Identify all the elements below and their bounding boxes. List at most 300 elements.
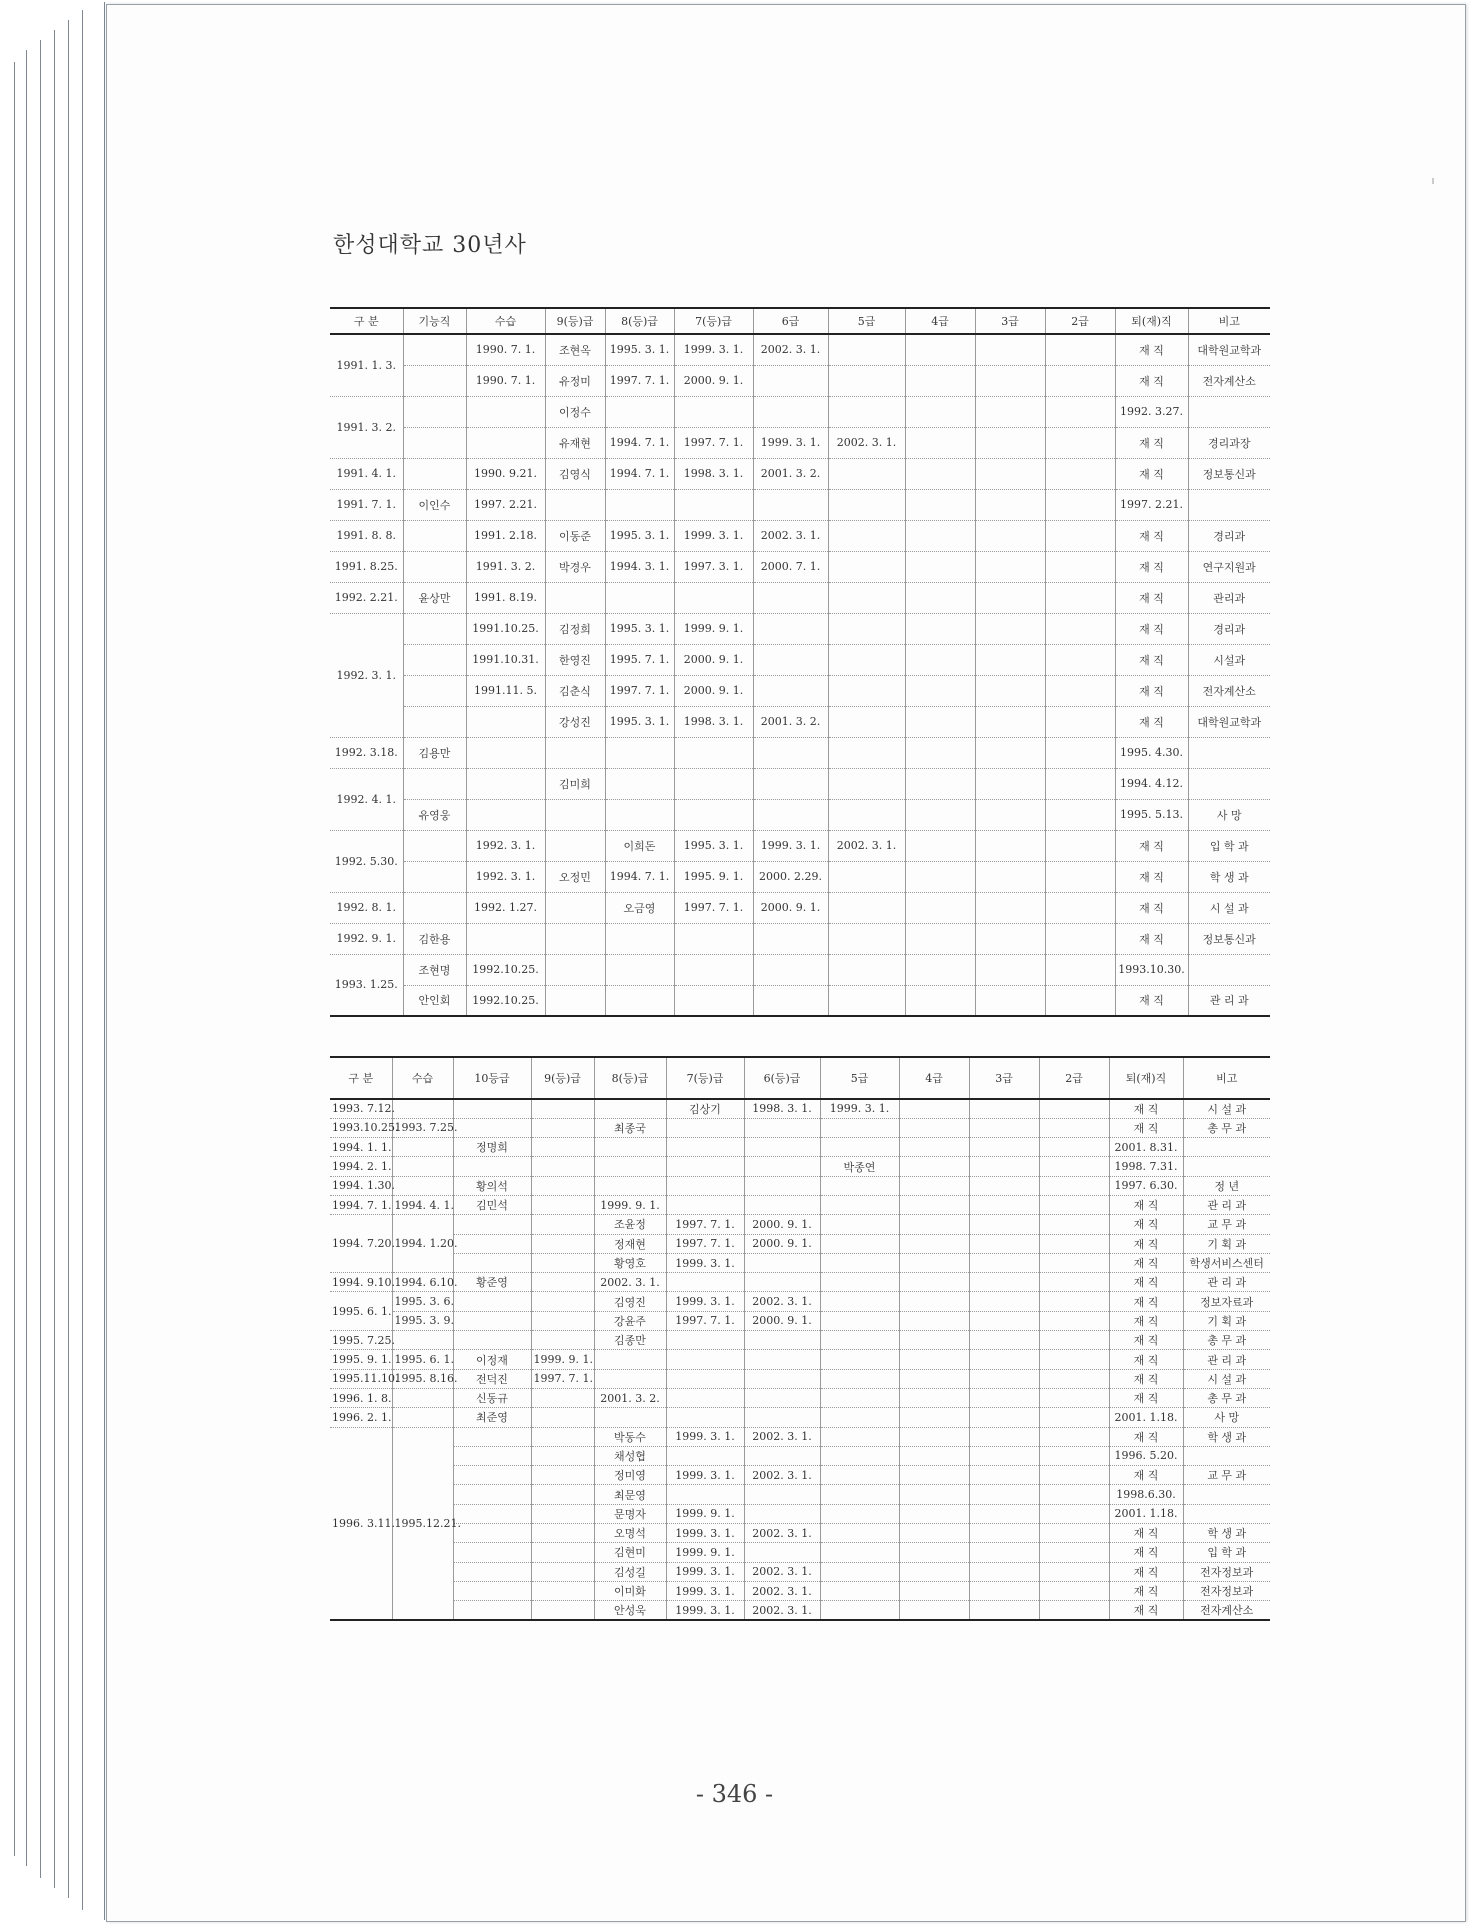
- table-cell: 1995. 6. 1.: [330, 1292, 392, 1331]
- table-cell: 최종국: [594, 1118, 666, 1137]
- table-cell: 재 직: [1109, 1601, 1183, 1620]
- column-header: 9(등)급: [545, 308, 605, 334]
- table-cell: [899, 1157, 969, 1176]
- page-edge-stack: [0, 0, 110, 1926]
- table-cell: 김종만: [594, 1331, 666, 1350]
- table-cell: [820, 1311, 899, 1330]
- table-cell: [1039, 1562, 1109, 1581]
- table-cell: [453, 1292, 531, 1311]
- table-cell: [828, 334, 905, 365]
- table-cell: 2002. 3. 1.: [744, 1427, 820, 1446]
- table-cell: [453, 1253, 531, 1272]
- table-cell: 1996. 5.20.: [1109, 1446, 1183, 1465]
- table-cell: 안인회: [403, 985, 466, 1016]
- table-cell: [453, 1427, 531, 1446]
- table-cell: 1999. 3. 1.: [666, 1253, 744, 1272]
- table-cell: [605, 954, 674, 985]
- table-cell: [969, 1099, 1039, 1118]
- column-header: 구 분: [330, 308, 403, 334]
- table-cell: [744, 1388, 820, 1407]
- table-cell: 1993.10.25.: [330, 1118, 392, 1137]
- table-cell: 2001. 1.18.: [1109, 1408, 1183, 1427]
- table-cell: [674, 737, 753, 768]
- table-cell: 기 획 과: [1183, 1311, 1270, 1330]
- staff-table-general: [330, 1056, 1270, 1621]
- table-cell: [545, 892, 605, 923]
- table-cell: [899, 1524, 969, 1543]
- table-cell: 1999. 3. 1.: [753, 427, 828, 458]
- table-cell: [1188, 737, 1270, 768]
- table-cell: 윤상만: [403, 582, 466, 613]
- table-cell: [820, 1581, 899, 1600]
- table-cell: [1183, 1504, 1270, 1523]
- table-cell: 황영호: [594, 1253, 666, 1272]
- table-cell: [744, 1176, 820, 1195]
- table-row: [330, 1118, 1270, 1137]
- table-cell: [1045, 396, 1115, 427]
- column-header: 4급: [899, 1057, 969, 1099]
- table-cell: [975, 799, 1045, 830]
- table-cell: [820, 1446, 899, 1465]
- table-cell: [605, 737, 674, 768]
- table-cell: [1188, 954, 1270, 985]
- table-cell: 1994. 1.20.: [392, 1215, 453, 1273]
- table-cell: [1045, 892, 1115, 923]
- table-cell: 1994. 7. 1.: [605, 458, 674, 489]
- table-cell: 재 직: [1115, 861, 1188, 892]
- table-cell: [1039, 1311, 1109, 1330]
- table-cell: 재 직: [1109, 1253, 1183, 1272]
- table-cell: 1990. 7. 1.: [466, 365, 545, 396]
- table-cell: 시 설 과: [1183, 1099, 1270, 1118]
- table-cell: [753, 675, 828, 706]
- page-edge: [82, 2, 105, 1920]
- table-cell: 재 직: [1115, 334, 1188, 365]
- table-cell: [899, 1581, 969, 1600]
- table-cell: [531, 1273, 594, 1292]
- table-cell: [744, 1369, 820, 1388]
- table-cell: 재 직: [1109, 1369, 1183, 1388]
- table-cell: [905, 830, 975, 861]
- table-cell: [828, 954, 905, 985]
- table-cell: 1995. 7. 1.: [605, 644, 674, 675]
- table-cell: 재 직: [1109, 1350, 1183, 1369]
- table-row: [330, 799, 1270, 830]
- table-cell: 안성욱: [594, 1601, 666, 1620]
- table-cell: [531, 1331, 594, 1350]
- table-cell: [453, 1601, 531, 1620]
- table-cell: [828, 675, 905, 706]
- table-cell: 정미영: [594, 1466, 666, 1485]
- table-cell: [975, 520, 1045, 551]
- table-cell: [905, 892, 975, 923]
- table-cell: [828, 582, 905, 613]
- table-cell: [975, 954, 1045, 985]
- table-cell: [674, 985, 753, 1016]
- table-cell: 관 리 과: [1183, 1273, 1270, 1292]
- table-cell: 김현미: [594, 1543, 666, 1562]
- table-cell: [531, 1234, 594, 1253]
- table-cell: 1991. 8.25.: [330, 551, 403, 582]
- table-cell: [820, 1485, 899, 1504]
- table-cell: [820, 1118, 899, 1137]
- table-cell: [674, 396, 753, 427]
- table-cell: 2002. 3. 1.: [744, 1601, 820, 1620]
- table-cell: [605, 923, 674, 954]
- table-cell: [820, 1292, 899, 1311]
- table-cell: 1991. 3. 2.: [330, 396, 403, 458]
- table-cell: [531, 1543, 594, 1562]
- table-cell: [1188, 396, 1270, 427]
- table-cell: [753, 923, 828, 954]
- table-cell: 재 직: [1115, 458, 1188, 489]
- table-cell: [828, 768, 905, 799]
- table-row: [330, 1099, 1270, 1118]
- table-cell: [545, 830, 605, 861]
- table-cell: [975, 582, 1045, 613]
- table-cell: 1993.10.30.: [1115, 954, 1188, 985]
- table-cell: 1993. 7.12.: [330, 1099, 392, 1118]
- table-cell: [969, 1601, 1039, 1620]
- table-cell: [392, 1331, 453, 1350]
- table-row: [330, 551, 1270, 582]
- table-cell: 정명희: [453, 1138, 531, 1157]
- table-cell: 1999. 3. 1.: [674, 334, 753, 365]
- table-cell: [1039, 1543, 1109, 1562]
- table-cell: [1183, 1485, 1270, 1504]
- table-cell: 1994. 1. 1.: [330, 1138, 392, 1157]
- table-cell: [969, 1427, 1039, 1446]
- table-cell: 2002. 3. 1.: [744, 1466, 820, 1485]
- table-cell: 1991. 8.19.: [466, 582, 545, 613]
- table-cell: 2002. 3. 1.: [744, 1292, 820, 1311]
- table-cell: [969, 1543, 1039, 1562]
- table-cell: [820, 1253, 899, 1272]
- table-cell: [466, 768, 545, 799]
- table-row: [330, 1581, 1270, 1600]
- column-header: 10등급: [453, 1057, 531, 1099]
- table-cell: [531, 1118, 594, 1137]
- table-cell: 조윤정: [594, 1215, 666, 1234]
- table-cell: [975, 675, 1045, 706]
- table-cell: 1998. 3. 1.: [674, 458, 753, 489]
- table-cell: 재 직: [1109, 1118, 1183, 1137]
- table-cell: [899, 1253, 969, 1272]
- table-cell: 유재현: [545, 427, 605, 458]
- table-row: [330, 1273, 1270, 1292]
- table-cell: [905, 954, 975, 985]
- table-cell: 문명자: [594, 1504, 666, 1523]
- table-cell: [969, 1466, 1039, 1485]
- table-cell: [905, 675, 975, 706]
- table-cell: [666, 1118, 744, 1137]
- table-row: [330, 861, 1270, 892]
- staff-table-functional: [330, 307, 1270, 1017]
- table-cell: [828, 706, 905, 737]
- table-cell: [905, 861, 975, 892]
- table-cell: [403, 334, 466, 365]
- table-cell: [466, 706, 545, 737]
- table-row: [330, 768, 1270, 799]
- table-cell: [1039, 1408, 1109, 1427]
- table-cell: 1998.6.30.: [1109, 1485, 1183, 1504]
- table-cell: 재 직: [1115, 892, 1188, 923]
- table-cell: [969, 1446, 1039, 1465]
- table-cell: [531, 1292, 594, 1311]
- table-cell: [594, 1099, 666, 1118]
- table-row: [330, 1138, 1270, 1157]
- table-cell: 전자계산소: [1188, 365, 1270, 396]
- table-cell: 이인수: [403, 489, 466, 520]
- table-cell: 전자정보과: [1183, 1581, 1270, 1600]
- table-cell: [744, 1485, 820, 1504]
- table-cell: [1039, 1466, 1109, 1485]
- table-cell: [969, 1215, 1039, 1234]
- table-cell: [666, 1388, 744, 1407]
- table-cell: 1994. 4.12.: [1115, 768, 1188, 799]
- table-row: [330, 1350, 1270, 1369]
- table-cell: [975, 985, 1045, 1016]
- table-cell: 1997. 2.21.: [1115, 489, 1188, 520]
- table-cell: 1990. 9.21.: [466, 458, 545, 489]
- table-cell: 재 직: [1115, 985, 1188, 1016]
- table-row: [330, 1369, 1270, 1388]
- table-cell: 정 년: [1183, 1176, 1270, 1195]
- table-cell: [594, 1408, 666, 1427]
- running-header: 한성대학교 30년사: [333, 233, 527, 258]
- table-row: [330, 830, 1270, 861]
- table-cell: [453, 1331, 531, 1350]
- table-cell: 입 학 과: [1188, 830, 1270, 861]
- table-cell: [899, 1408, 969, 1427]
- column-header: 4급: [905, 308, 975, 334]
- table-cell: [1045, 985, 1115, 1016]
- table-cell: [531, 1408, 594, 1427]
- table-row: [330, 1234, 1270, 1253]
- table-cell: [975, 613, 1045, 644]
- table-cell: [744, 1504, 820, 1523]
- table-cell: [403, 396, 466, 427]
- table-cell: [975, 830, 1045, 861]
- table-cell: 1992. 8. 1.: [330, 892, 403, 923]
- table-cell: 1999. 3. 1.: [820, 1099, 899, 1118]
- table-cell: [453, 1466, 531, 1485]
- table-cell: 재 직: [1109, 1388, 1183, 1407]
- table-cell: [605, 582, 674, 613]
- table-cell: 1999. 3. 1.: [666, 1427, 744, 1446]
- table-cell: 1992.10.25.: [466, 985, 545, 1016]
- table-cell: 1996. 2. 1.: [330, 1408, 392, 1427]
- table-cell: [1039, 1446, 1109, 1465]
- table-cell: 재 직: [1109, 1195, 1183, 1214]
- table-cell: 재 직: [1109, 1273, 1183, 1292]
- table-cell: [1039, 1138, 1109, 1157]
- table-cell: 1994. 2. 1.: [330, 1157, 392, 1176]
- table-cell: 전자계산소: [1188, 675, 1270, 706]
- table-cell: [828, 520, 905, 551]
- table-cell: 2000. 9. 1.: [674, 644, 753, 675]
- table-cell: 1995. 3. 1.: [605, 706, 674, 737]
- table-cell: [905, 644, 975, 675]
- table-cell: [744, 1157, 820, 1176]
- table-cell: [1039, 1234, 1109, 1253]
- table-cell: [969, 1311, 1039, 1330]
- page-edge: [40, 30, 55, 1888]
- table-cell: 1991. 7. 1.: [330, 489, 403, 520]
- table-row: [330, 954, 1270, 985]
- table-cell: [453, 1524, 531, 1543]
- table-cell: [545, 582, 605, 613]
- table-cell: [1039, 1099, 1109, 1118]
- table-cell: [531, 1195, 594, 1214]
- table-cell: 관 리 과: [1188, 985, 1270, 1016]
- table-cell: 1994. 4. 1.: [392, 1195, 453, 1214]
- table-cell: [605, 396, 674, 427]
- table-cell: 2002. 3. 1.: [828, 427, 905, 458]
- table-cell: 1991. 8. 8.: [330, 520, 403, 551]
- table-cell: [531, 1099, 594, 1118]
- table-row: [330, 675, 1270, 706]
- table-cell: [403, 365, 466, 396]
- column-header: 8(등)급: [605, 308, 674, 334]
- table-cell: [820, 1215, 899, 1234]
- table-cell: [1045, 334, 1115, 365]
- table-cell: 2001. 3. 2.: [753, 706, 828, 737]
- table-cell: [403, 644, 466, 675]
- table-cell: [753, 613, 828, 644]
- table-cell: 1992. 5.30.: [330, 830, 403, 892]
- table-cell: [466, 799, 545, 830]
- table-cell: [1045, 768, 1115, 799]
- table-cell: 2002. 3. 1.: [594, 1273, 666, 1292]
- table-cell: [531, 1176, 594, 1195]
- table-row: [330, 1331, 1270, 1350]
- table-cell: [403, 458, 466, 489]
- table-cell: [899, 1543, 969, 1562]
- table-cell: 정보통신과: [1188, 923, 1270, 954]
- table-cell: 전자정보과: [1183, 1562, 1270, 1581]
- table-cell: 2000. 9. 1.: [674, 675, 753, 706]
- table-cell: [975, 737, 1045, 768]
- table-cell: 1993. 7.25.: [392, 1118, 453, 1137]
- table-header-row: [330, 1057, 1270, 1099]
- column-header: 구 분: [330, 1057, 392, 1099]
- table-cell: 학생서비스센터: [1183, 1253, 1270, 1272]
- table-cell: [969, 1176, 1039, 1195]
- table-cell: [1188, 768, 1270, 799]
- table-cell: [531, 1581, 594, 1600]
- table-cell: [969, 1331, 1039, 1350]
- table-cell: [605, 768, 674, 799]
- column-header: 2급: [1045, 308, 1115, 334]
- table-cell: [531, 1524, 594, 1543]
- table-cell: 재 직: [1115, 675, 1188, 706]
- table-cell: 1991. 3. 2.: [466, 551, 545, 582]
- table-cell: [466, 923, 545, 954]
- table-cell: [1039, 1388, 1109, 1407]
- table-row: [330, 892, 1270, 923]
- table-row: [330, 1485, 1270, 1504]
- table-cell: 이동준: [545, 520, 605, 551]
- table-cell: 재 직: [1109, 1215, 1183, 1234]
- table-cell: [1039, 1485, 1109, 1504]
- table-cell: 1992. 2.21.: [330, 582, 403, 613]
- table-cell: [1045, 644, 1115, 675]
- column-header: 퇴(재)직: [1109, 1057, 1183, 1099]
- table-cell: 1999. 3. 1.: [666, 1466, 744, 1485]
- table-cell: [753, 396, 828, 427]
- table-cell: [403, 551, 466, 582]
- table-cell: [969, 1388, 1039, 1407]
- table-cell: [899, 1215, 969, 1234]
- table-cell: [899, 1485, 969, 1504]
- table-cell: 시 설 과: [1188, 892, 1270, 923]
- table-cell: 1999. 9. 1.: [666, 1543, 744, 1562]
- table-cell: 2000. 9. 1.: [753, 892, 828, 923]
- table-cell: [969, 1408, 1039, 1427]
- column-header: 8(등)급: [594, 1057, 666, 1099]
- table-cell: 재 직: [1115, 520, 1188, 551]
- table-cell: 1999. 3. 1.: [753, 830, 828, 861]
- table-cell: [1188, 489, 1270, 520]
- table-cell: [969, 1524, 1039, 1543]
- table-cell: 재 직: [1109, 1466, 1183, 1485]
- table-cell: [905, 582, 975, 613]
- table-cell: [1045, 520, 1115, 551]
- table-cell: [905, 737, 975, 768]
- table-cell: 1994. 9.10.: [330, 1273, 392, 1292]
- table-cell: 1996. 3.11.: [330, 1427, 392, 1620]
- table-cell: 사 망: [1188, 799, 1270, 830]
- table-cell: [531, 1427, 594, 1446]
- table-cell: [905, 613, 975, 644]
- table-cell: [1039, 1273, 1109, 1292]
- table-cell: 교 무 과: [1183, 1215, 1270, 1234]
- column-header: 3급: [975, 308, 1045, 334]
- table-row: [330, 644, 1270, 675]
- table-cell: 1995. 5.13.: [1115, 799, 1188, 830]
- table-cell: [1039, 1369, 1109, 1388]
- table-cell: 최준영: [453, 1408, 531, 1427]
- table-cell: 재 직: [1109, 1311, 1183, 1330]
- page-number: - 346 -: [695, 1780, 774, 1808]
- table-cell: 1991.10.25.: [466, 613, 545, 644]
- table-cell: 1994. 7. 1.: [605, 427, 674, 458]
- table-cell: [531, 1562, 594, 1581]
- table-cell: [828, 489, 905, 520]
- column-header: 5급: [820, 1057, 899, 1099]
- table-cell: [899, 1369, 969, 1388]
- table-cell: 조현옥: [545, 334, 605, 365]
- table-cell: [531, 1485, 594, 1504]
- table-cell: [820, 1504, 899, 1523]
- table-cell: [666, 1138, 744, 1157]
- table-cell: [753, 644, 828, 675]
- table-row: [330, 1311, 1270, 1330]
- table-cell: 전자계산소: [1183, 1601, 1270, 1620]
- table-cell: 1997. 7. 1.: [605, 365, 674, 396]
- table-cell: [905, 427, 975, 458]
- column-header: 수습: [466, 308, 545, 334]
- table-cell: [899, 1388, 969, 1407]
- table-cell: 재 직: [1115, 830, 1188, 861]
- table-cell: 1999. 9. 1.: [594, 1195, 666, 1214]
- table-cell: [1045, 861, 1115, 892]
- table-cell: [969, 1292, 1039, 1311]
- table-cell: [905, 458, 975, 489]
- table-cell: 1994. 7.20.: [330, 1215, 392, 1273]
- table-cell: [453, 1215, 531, 1234]
